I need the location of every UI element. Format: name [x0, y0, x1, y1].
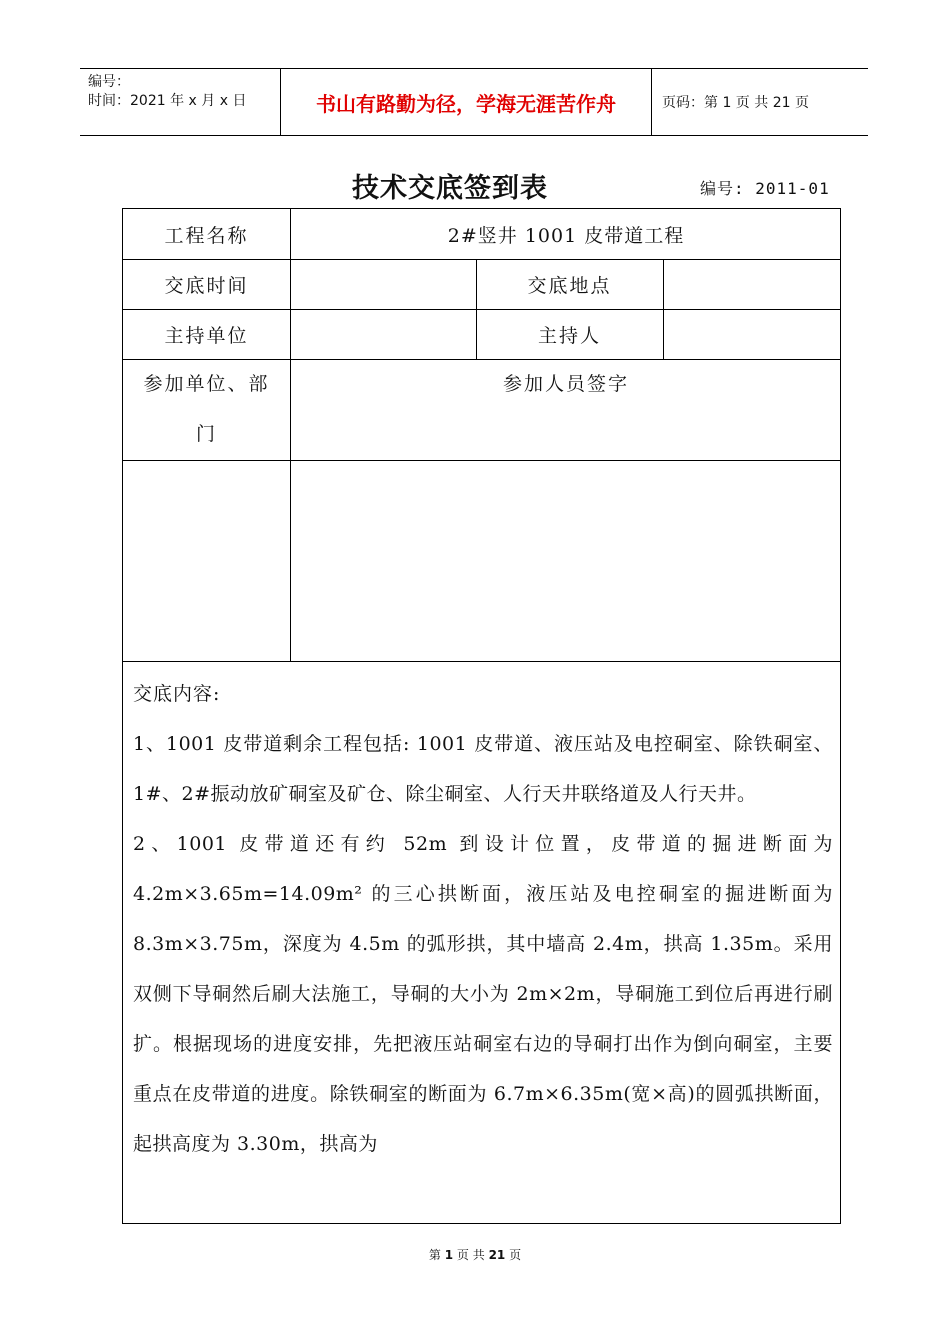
- footer-total-pages: 21: [488, 1248, 506, 1262]
- host-person-label: 主持人: [537, 324, 601, 347]
- footer-prefix: 第: [428, 1248, 441, 1262]
- host-unit-label: 主持单位: [164, 324, 249, 347]
- footer-page-number: 1: [444, 1248, 454, 1262]
- code-label: 编号：: [88, 74, 130, 90]
- row-divider: [123, 661, 840, 662]
- content-paragraph-2: 2、1001 皮带道还有约 52m 到设计位置，皮带道的掘进断面为 4.2m×3.65m=14.09m² 的三心拱断面，液压站及电控硐室的掘进断面为 8.3m×3.75m，深度为 4.5m 的弧形拱，其中墙高 2.4m，拱高 1.35m。采用双侧下导硐然后刷大法施工，导硐的大小为 2m×2m，导硐施工到位后再进行刷扩。根据现场的进度安排，先把液压站硐室右边的导硐打出作为倒向硐室，主要重点在皮带道的进度。除铁硐室的断面为 6.7m×6.35m(宽×高)的圆弧拱断面，起拱高度为 3.30m，拱高为: [133, 833, 833, 1155]
- footer-mid: 页 共: [456, 1248, 485, 1262]
- dept-label-line1: 参加单位、部: [143, 373, 270, 395]
- time-field[interactable]: [290, 259, 476, 309]
- content-heading: 交底内容:: [133, 683, 221, 705]
- time-label: 时间：2021 年 x 月 x 日: [88, 93, 247, 109]
- place-label: 交底地点: [527, 274, 612, 297]
- project-name-label: 工程名称: [164, 224, 249, 247]
- dept-entry-area[interactable]: [123, 460, 290, 661]
- host-unit-field[interactable]: [290, 309, 476, 359]
- place-field[interactable]: [663, 259, 842, 309]
- time-label: 交底时间: [164, 274, 249, 297]
- host-person-field[interactable]: [663, 309, 842, 359]
- dept-label-line2: 门: [195, 423, 217, 445]
- footer-suffix: 页: [509, 1248, 522, 1262]
- page-footer: [0, 1246, 950, 1263]
- signature-label: 参加人员签字: [502, 373, 629, 395]
- page-header: [80, 68, 868, 136]
- briefing-content: [133, 669, 833, 1169]
- document-number: 编号: 2011-01: [700, 179, 830, 198]
- dept-label: [123, 359, 290, 459]
- project-name-value: 2#竖井 1001 皮带道工程: [447, 224, 685, 247]
- sign-in-form: [122, 208, 841, 1224]
- content-paragraph-1: 1、1001 皮带道剩余工程包括: 1001 皮带道、液压站及电控硐室、除铁硐室、1#、2#振动放矿硐室及矿仓、除尘硐室、人行天井联络道及人行天井。: [133, 733, 833, 805]
- document-title: 技术交底签到表: [352, 173, 548, 204]
- motto: 书山有路勤为径，学海无涯苦作舟: [280, 69, 652, 135]
- signature-entry-area[interactable]: [290, 460, 842, 661]
- page-info: 页码：第 1 页 共 21 页: [662, 95, 809, 111]
- header-meta: [80, 69, 280, 135]
